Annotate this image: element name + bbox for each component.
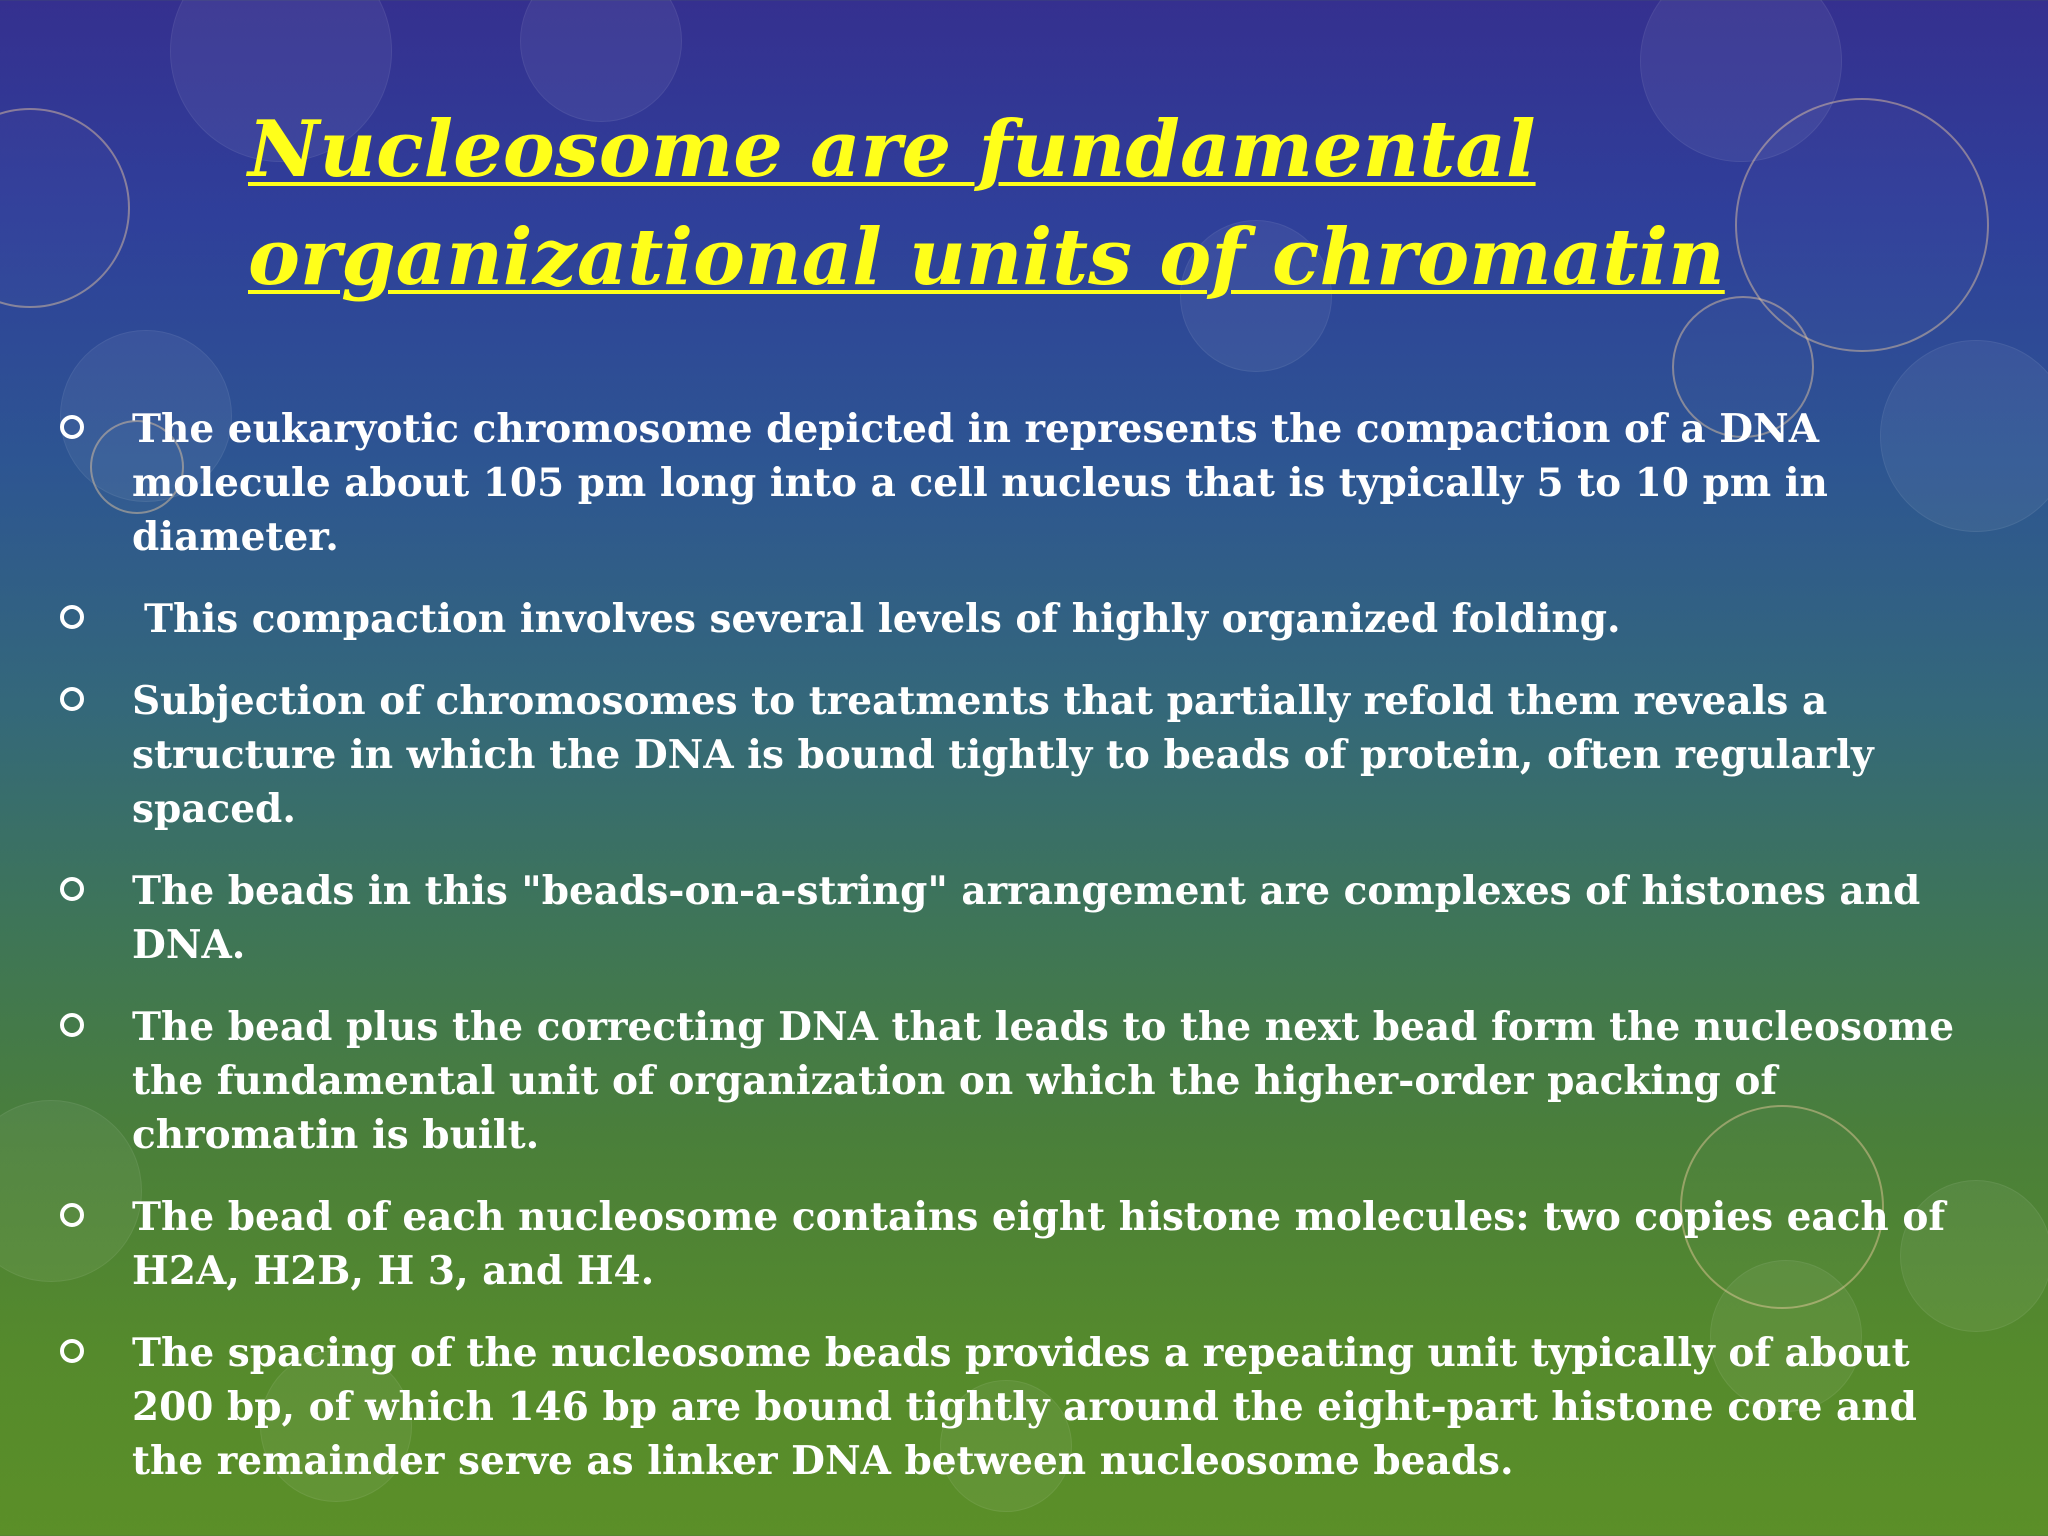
bullet-item bbox=[60, 402, 1990, 564]
hollow-circle-icon bbox=[60, 605, 84, 629]
bullet-item bbox=[60, 674, 1990, 836]
bullet-item bbox=[60, 1000, 1990, 1162]
hollow-circle-icon bbox=[60, 877, 84, 901]
bullet-item bbox=[60, 864, 1990, 972]
bullet-item bbox=[60, 1326, 1990, 1488]
hollow-circle-icon bbox=[60, 415, 84, 439]
bullet-text: The eukaryotic chromosome depicted in represents the compaction of a DNA molecule about 105 pm long into a cell nucleus that is typically 5 to 10 pm in diameter. bbox=[132, 406, 1828, 560]
bullet-text: The spacing of the nucleosome beads provides a repeating unit typically of about 200 bp, of which 146 bp are bound tightly around the eight-part histone core and the remainder serve as linker DNA between nucleosome beads. bbox=[132, 1330, 1917, 1484]
bullet-text: The beads in this "beads-on-a-string" arrangement are complexes of histones and DNA. bbox=[132, 868, 1921, 968]
slide-title: Nucleosome are fundamental organizational units of chromatin bbox=[248, 104, 1725, 303]
bullet-item bbox=[60, 592, 1990, 646]
hollow-circle-icon bbox=[60, 1339, 84, 1363]
bokeh-ring bbox=[0, 108, 130, 308]
bullet-text: The bead plus the correcting DNA that leads to the next bead form the nucleosome the fundamental unit of organization on which the higher-order packing of chromatin is built. bbox=[132, 1004, 1955, 1158]
bullet-text: This compaction involves several levels of highly organized folding. bbox=[144, 596, 1621, 642]
hollow-circle-icon bbox=[60, 1203, 84, 1227]
hollow-circle-icon bbox=[60, 687, 84, 711]
bullet-text: Subjection of chromosomes to treatments that partially refold them reveals a structure in which the DNA is bound tightly to beads of protein, often regularly spaced. bbox=[132, 678, 1874, 832]
bullet-text: The bead of each nucleosome contains eight histone molecules: two copies each of H2A, H2B, H 3, and H4. bbox=[132, 1194, 1946, 1294]
bullet-list bbox=[60, 402, 1990, 1516]
hollow-circle-icon bbox=[60, 1013, 84, 1037]
bullet-item bbox=[60, 1190, 1990, 1298]
